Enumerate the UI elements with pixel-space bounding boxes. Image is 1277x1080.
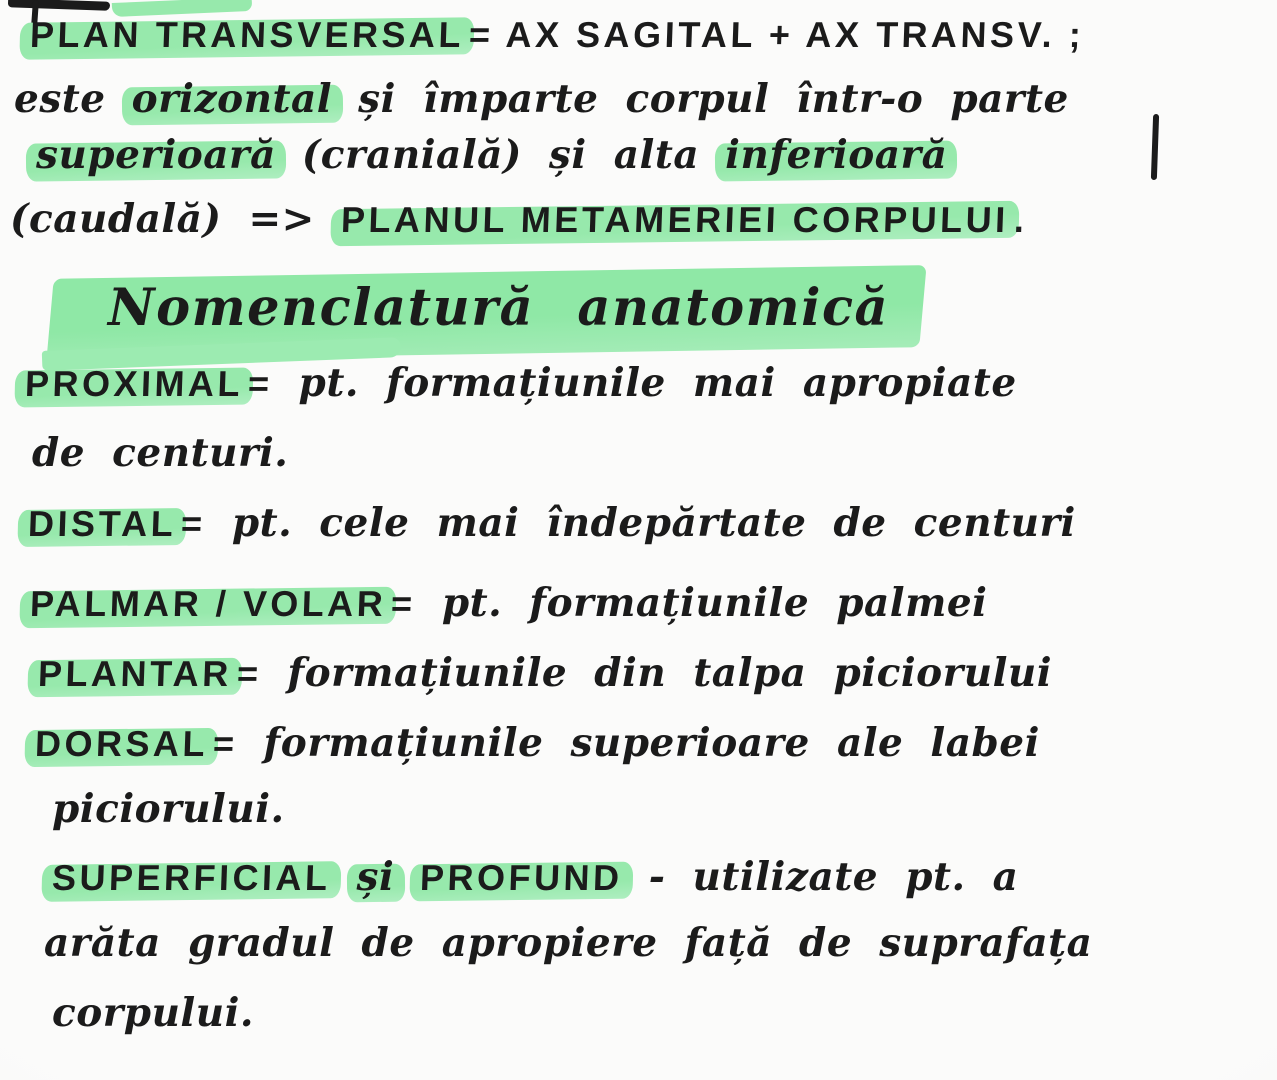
highlighted-term: superioară [36,132,276,178]
text-segment: piciorului. [52,786,285,832]
note-line [35,720,1040,766]
highlighted-term: orizontal [131,76,333,122]
note-line [10,196,1027,242]
note-line [52,990,254,1036]
text-segment: - utilizate pt. a [648,854,1019,900]
note-line [44,920,1092,966]
text-segment: de centuri. [32,430,289,476]
text-segment: (cranială) și alta [301,132,700,178]
text-segment: . [1012,199,1028,240]
highlighted-term: inferioară [725,132,948,178]
text-segment: corpului. [52,990,254,1036]
text-segment: pt. cele mai îndepărtate de centuri [231,500,1076,546]
text-segment: pt. formațiunile mai apropiate [298,360,1017,406]
note-line [28,500,1076,546]
highlighted-term: PLANTAR [37,653,233,694]
highlighted-term: PROFUND [419,857,624,898]
cutoff-pen-stroke [8,0,110,11]
highlighted-term: PLAN TRANSVERSAL [29,14,465,55]
highlighted-term: SUPERFICIAL [51,857,332,898]
note-line [52,786,285,832]
highlighted-term: Nomenclatură anatomică [108,278,890,338]
text-segment: = [247,363,274,404]
text-segment: = [236,653,263,694]
text-segment: arăta gradul de apropiere față de suprafața [44,920,1093,966]
note-line [25,360,1017,406]
text-segment: = [212,723,239,764]
highlighted-term: PLANUL METAMERIEI CORPULUI [340,199,1010,240]
text-segment: este [14,76,106,122]
text-segment: pt. formațiunile palmei [441,580,988,626]
note-line [30,14,1084,56]
highlighted-term: DORSAL [34,723,209,764]
note-line [30,580,987,626]
highlighted-term: PALMAR / VOLAR [29,583,388,624]
highlighted-term: PROXIMAL [24,363,244,404]
text-segment: (caudală) => [10,196,315,242]
text-segment: și împarte corpul într-o parte [358,76,1069,122]
text-segment: = [180,503,207,544]
note-line [36,132,947,178]
note-line [38,650,1052,696]
text-segment: formațiunile din talpa piciorului [287,650,1053,696]
note-line [52,854,1018,900]
text-segment: = [390,583,417,624]
highlighted-term: și [356,854,395,900]
highlighted-term: DISTAL [27,503,178,544]
stray-pen-stroke [1151,114,1159,180]
section-heading [108,278,889,338]
note-line [32,430,288,476]
note-line [14,76,1069,122]
text-segment: formațiunile superioare ale labei [263,720,1040,766]
text-segment: = AX SAGITAL + AX TRANSV. ; [468,14,1086,55]
